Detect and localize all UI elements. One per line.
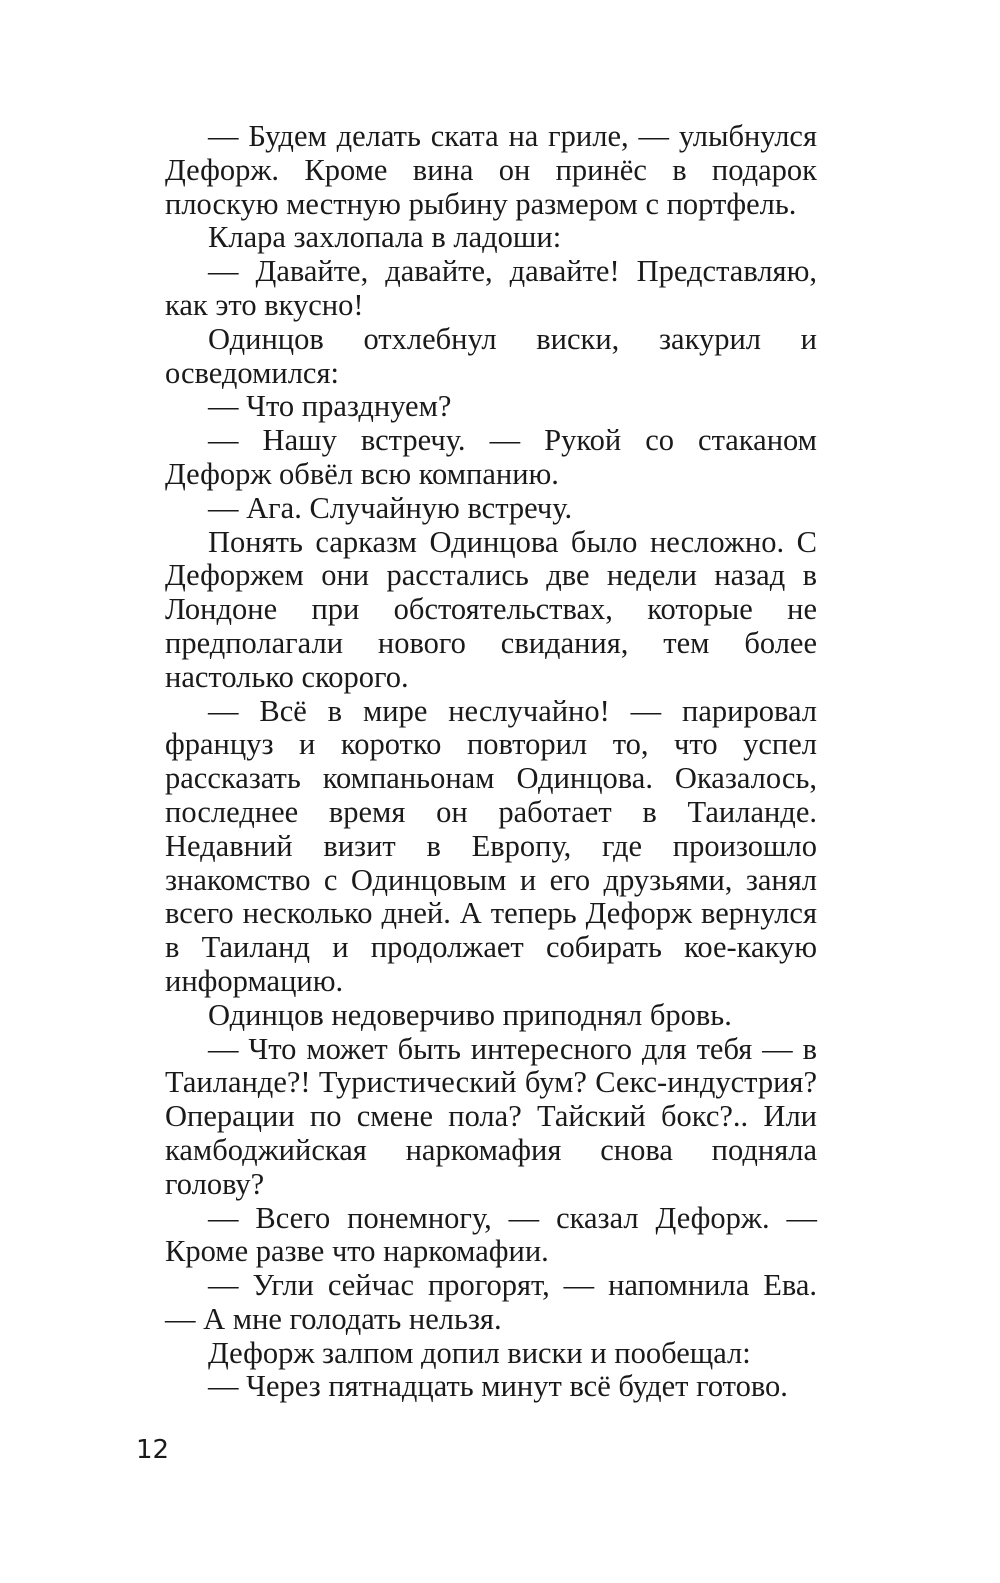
paragraph: — Ага. Случайную встречу. xyxy=(208,490,573,525)
paragraph: Одинцов недоверчиво приподнял бровь. xyxy=(208,997,732,1032)
paragraph: Дефорж залпом допил виски и пообещал: xyxy=(208,1335,751,1370)
paragraph: — Через пятнадцать минут всё будет готово. xyxy=(208,1369,788,1404)
paragraph: — Угли сейчас прогорят, — напомнила Ева. — А мне голодать нельзя. xyxy=(165,1268,817,1336)
paragraph: — Нашу встречу. — Рукой со стаканом Дефорж обвёл всю компанию. xyxy=(165,423,817,491)
paragraph: Одинцов отхлебнул виски, закурил и осведомился: xyxy=(165,321,817,390)
paragraph: — Будем делать ската на гриле, — улыбнулся Дефорж. Кроме вина он принёс в подарок плоскую местную рыбину размером с портфель. xyxy=(165,119,817,221)
paragraph: — Что может быть интересного для тебя — в Таиланде?! Туристический бум? Секс-индустрия? Операции по смене пола? Тайский бокс?.. Или камбоджийская наркомафия снова подняла голову? xyxy=(165,1031,817,1201)
paragraph: — Всего понемногу, — сказал Дефорж. — Кроме разве что наркомафии. xyxy=(165,1200,817,1269)
paragraph: Клара захлопала в ладоши: xyxy=(208,220,562,255)
page-text-block xyxy=(165,120,817,1404)
paragraph: — Что празднуем? xyxy=(208,389,452,424)
paragraph: — Всё в мире неслучайно! — парировал француз и коротко повторил то, что успел рассказать компаньонам Одинцова. Оказалось, последнее время он работает в Таиланде. Недавний визит в Европу, где произошло знакомство с Одинцовым и его друзьями, занял всего несколько дней. А теперь Дефорж вернулся в Таиланд и продолжает собирать кое-какую информацию. xyxy=(165,693,817,998)
paragraph: Понять сарказм Одинцова было несложно. С Дефоржем они расстались две недели назад в Лондоне при обстоятельствах, которые не предполагали нового свидания, тем более настолько скорого. xyxy=(165,524,817,694)
paragraph: — Давайте, давайте, давайте! Представляю, как это вкусно! xyxy=(165,254,817,322)
page-number: 12 xyxy=(136,1435,170,1465)
